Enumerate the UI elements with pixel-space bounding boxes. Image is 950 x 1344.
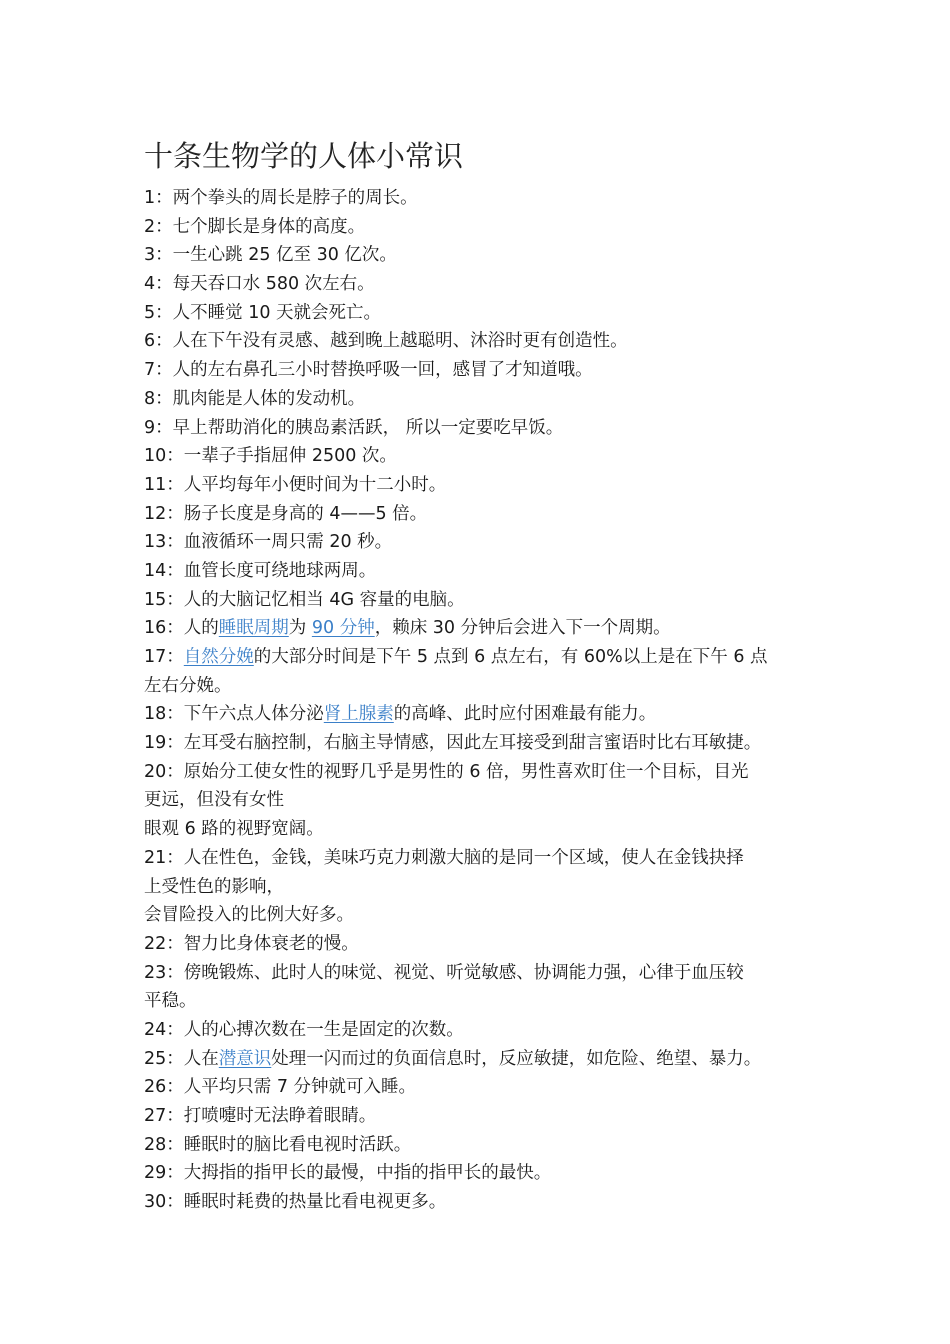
text-segment: 上受性色的影响，: [144, 876, 284, 897]
text-segment: 11：人平均每年小便时间为十二小时。: [144, 474, 447, 495]
text-line: [144, 844, 816, 873]
text-line: [144, 471, 816, 500]
text-line: [144, 729, 816, 758]
text-segment: 27：打喷嚏时无法睁着眼睛。: [144, 1106, 377, 1126]
text-line: [144, 1102, 816, 1131]
text-line: [144, 299, 816, 328]
text-segment: 29：大拇指的指甲长的最慢，中指的指甲长的最快。: [144, 1163, 552, 1184]
text-segment: 19：左耳受右脑控制，右脑主导情感，因此左耳接受到甜言蜜语时比右耳敏捷。: [144, 733, 762, 754]
text-segment: 6：人在下午没有灵感、越到晚上越聪明、沐浴时更有创造性。: [144, 331, 628, 352]
text-segment: 会冒险投入的比例大好多。: [144, 905, 354, 926]
text-segment: 30：睡眠时耗费的热量比看电视更多。: [144, 1192, 447, 1213]
text-line: [144, 643, 816, 672]
text-segment: 16：人的: [144, 618, 219, 639]
text-segment: 更远，但没有女性: [144, 790, 284, 811]
text-line: [144, 700, 816, 729]
text-segment: 平稳。: [144, 991, 197, 1012]
text-segment: 10：一辈子手指屈伸 2500 次。: [144, 446, 397, 467]
text-line: [144, 758, 816, 787]
text-segment: 12：肠子长度是身高的 4——5 倍。: [144, 503, 428, 524]
text-line: [144, 1073, 816, 1102]
text-line: [144, 959, 816, 988]
hyperlink[interactable]: 90 分钟: [311, 618, 375, 639]
text-segment: 8：肌肉能是人体的发动机。: [144, 388, 366, 409]
text-segment: 为: [288, 618, 312, 639]
text-segment: 15：人的大脑记忆相当 4G 容量的电脑。: [144, 589, 465, 610]
hyperlink[interactable]: 睡眠周期: [218, 618, 289, 639]
text-line: [144, 930, 816, 959]
text-line: [144, 1131, 816, 1160]
text-line: [144, 1159, 816, 1188]
text-segment: 25：人在: [144, 1048, 219, 1069]
text-segment: 4：每天吞口水 580 次左右。: [144, 274, 375, 295]
text-line: [144, 586, 816, 615]
text-segment: ，赖床 30 分钟后会进入下一个周期。: [374, 618, 671, 639]
text-segment: 处理一闪而过的负面信息时，反应敏捷，如危险、绝望、暴力。: [271, 1048, 762, 1069]
text-line: [144, 873, 816, 902]
text-line: [144, 442, 816, 471]
text-line: [144, 672, 816, 701]
text-line: [144, 385, 816, 414]
document-body: [144, 184, 816, 1217]
text-line: [144, 815, 816, 844]
text-segment: 眼观 6 路的视野宽阔。: [144, 819, 324, 840]
text-line: [144, 987, 816, 1016]
text-segment: 9：早上帮助消化的胰岛素活跃， 所以一定要吃早饭。: [144, 417, 564, 438]
text-segment: 20：原始分工使女性的视野几乎是男性的 6 倍，男性喜欢盯住一个目标，目光: [144, 761, 749, 782]
text-line: [144, 557, 816, 586]
text-segment: 2：七个脚长是身体的高度。: [144, 216, 366, 237]
text-line: [144, 270, 816, 299]
text-segment: 22：智力比身体衰老的慢。: [144, 933, 359, 954]
text-line: [144, 356, 816, 385]
text-segment: 3：一生心跳 25 亿至 30 亿次。: [144, 245, 397, 266]
text-segment: 5：人不睡觉 10 天就会死亡。: [144, 302, 382, 323]
text-line: [144, 241, 816, 270]
text-segment: 28：睡眠时的脑比看电视时活跃。: [144, 1134, 412, 1155]
text-line: [144, 614, 816, 643]
text-segment: 的高峰、此时应付困难最有能力。: [393, 704, 657, 725]
text-segment: 7：人的左右鼻孔三小时替换呼吸一回，感冒了才知道哦。: [144, 360, 593, 381]
text-line: [144, 414, 816, 443]
page-title: 十条生物学的人体小常识: [144, 139, 464, 173]
hyperlink[interactable]: 潜意识: [218, 1048, 272, 1069]
text-segment: 的大部分时间是下午 5 点到 6 点左右，有 60%以上是在下午 6 点: [253, 647, 768, 667]
text-line: [144, 327, 816, 356]
text-line: [144, 901, 816, 930]
text-segment: 13：血液循环一周只需 20 秒。: [144, 532, 393, 553]
text-line: [144, 1016, 816, 1045]
text-line: [144, 786, 816, 815]
text-segment: 14：血管长度可绕地球两周。: [144, 560, 377, 581]
text-line: [144, 500, 816, 529]
hyperlink[interactable]: 自然分娩: [183, 647, 254, 667]
text-line: [144, 213, 816, 242]
text-line: [144, 528, 816, 557]
text-line: [144, 184, 816, 213]
text-line: [144, 1188, 816, 1217]
text-segment: 17：: [144, 647, 184, 667]
text-segment: 24：人的心搏次数在一生是固定的次数。: [144, 1019, 464, 1040]
text-line: [144, 1045, 816, 1074]
text-segment: 21：人在性色，金钱，美味巧克力刺激大脑的是同一个区域，使人在金钱抉择: [144, 847, 744, 868]
text-segment: 左右分娩。: [144, 675, 232, 696]
hyperlink[interactable]: 肾上腺素: [323, 704, 394, 725]
text-segment: 26：人平均只需 7 分钟就可入睡。: [144, 1077, 417, 1098]
text-segment: 1：两个拳头的周长是脖子的周长。: [144, 188, 418, 208]
text-segment: 18：下午六点人体分泌: [144, 704, 324, 725]
text-segment: 23：傍晚锻炼、此时人的味觉、视觉、听觉敏感、协调能力强，心律于血压较: [144, 962, 744, 983]
